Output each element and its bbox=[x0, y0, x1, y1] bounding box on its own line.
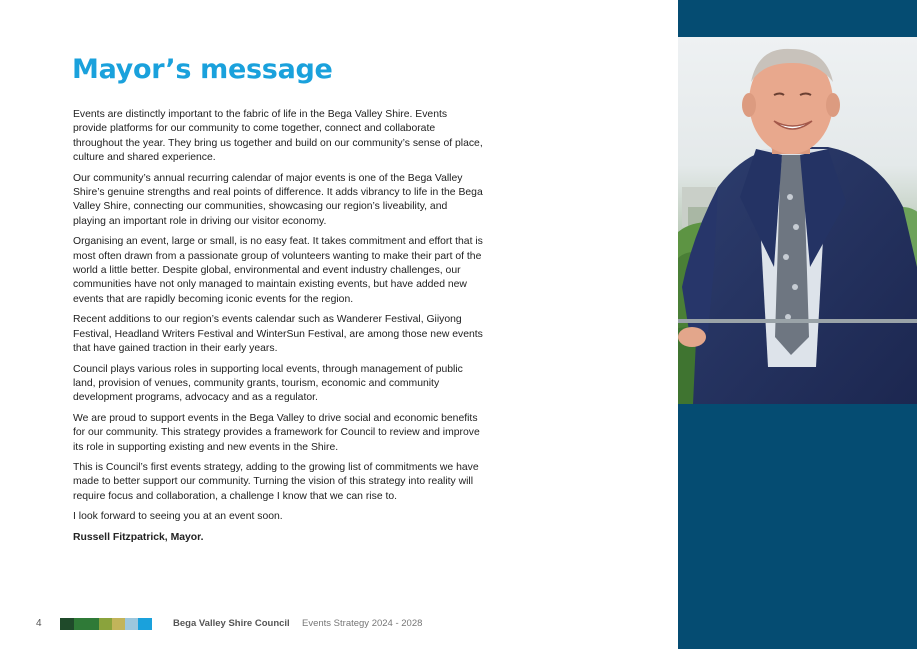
color-bar-segment bbox=[60, 618, 74, 630]
paragraph: Events are distinctly important to the fabric of life in the Bega Valley Shire. Events provide platforms for our community to come together, connect and collaborate throughout the year. They bring us together and build on our community’s sense of place, culture and shared experience. bbox=[73, 109, 483, 164]
color-bar-segment bbox=[138, 618, 152, 630]
paragraph: This is Council’s first events strategy, adding to the growing list of commitments we have made to better support our community. Turning the vision of this strategy into reality will require focus and collaboration, a challenge I know that we can rise to. bbox=[73, 461, 479, 502]
paragraph: Recent additions to our region’s events calendar such as Wanderer Festival, Giiyong Festival, Headland Writers Festival and WinterSun Festival, are among those new events that have gained traction in their early years. bbox=[73, 314, 483, 355]
footer bbox=[0, 612, 678, 636]
paragraph: We are proud to support events in the Bega Valley to drive social and economic benefits for our community. This strategy provides a framework for Council to review and improve its role in supporting existing and new events in the Shire. bbox=[73, 412, 480, 453]
message-body bbox=[73, 108, 483, 551]
signature: Russell Fitzpatrick, Mayor. bbox=[73, 531, 204, 543]
page-title: Mayor’s message bbox=[72, 54, 333, 85]
page-number: 4 bbox=[36, 618, 42, 629]
document-title: Events Strategy 2024 - 2028 bbox=[302, 618, 423, 629]
color-bar-segment bbox=[125, 618, 138, 630]
organisation-name: Bega Valley Shire Council bbox=[173, 618, 290, 629]
paragraph: I look forward to seeing you at an event soon. bbox=[73, 511, 283, 523]
mayor-portrait-illustration bbox=[678, 37, 917, 404]
paragraph: Organising an event, large or small, is no easy feat. It takes commitment and effort that is most often drawn from a passionate group of volunteers wanting to make their part of the world a little better. Despite global, environmental and event industry challenges, our communities have not only managed to maintain existing events, but have added new events that are rapidly becoming iconic events for the region. bbox=[73, 236, 483, 305]
paragraph: Council plays various roles in supporting local events, through management of public land, provision of venues, community grants, tourism, economic and community development programs, advocacy and as a regulator. bbox=[73, 363, 463, 404]
color-bar-segment bbox=[74, 618, 99, 630]
color-bar-segment bbox=[112, 618, 125, 630]
color-bar-segment bbox=[99, 618, 112, 630]
mayor-photo bbox=[678, 37, 917, 404]
paragraph: Our community’s annual recurring calendar of major events is one of the Bega Valley Shire’s genuine strengths and real points of difference. It adds vibrancy to life in the Bega Valley Shire, connecting our communities, showcasing our region’s liveability, and playing an important role in driving our visitor economy. bbox=[73, 172, 483, 227]
